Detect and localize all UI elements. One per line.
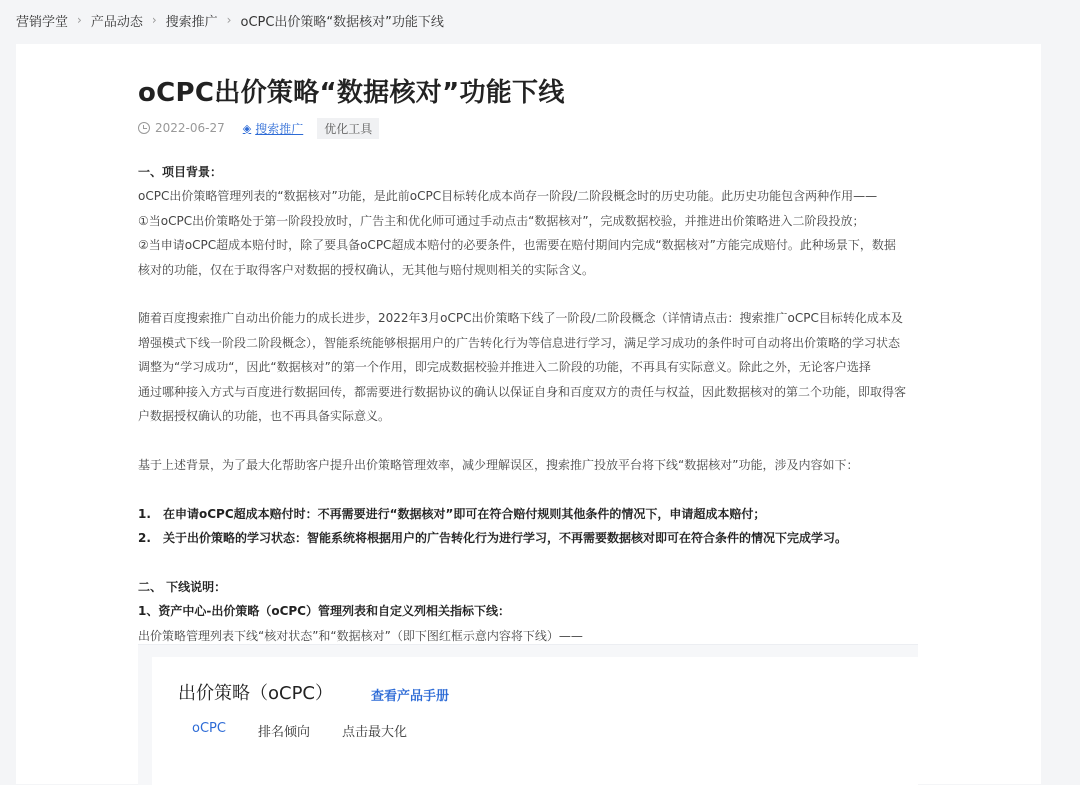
product-manual-link[interactable]: 查看产品手册	[371, 689, 450, 704]
paragraph-line: 通过哪种接入方式与百度进行数据回传，都需要进行数据协议的确认以保证自身和百度双方的责任与权益，因此数据核对的第二个功能，即取得客	[138, 384, 907, 399]
list-item: 1. 在申请oCPC超成本赔付时：不再需要进行“数据核对”即可在符合赔付规则其他条件的情况下，申请超成本赔付；	[138, 506, 766, 521]
clock-icon	[138, 122, 150, 134]
paragraph-line: ①当oCPC出价策略处于第一阶段投放时，广告主和优化师可通过手动点击“数据核对”，完成数据校验，并推进出价策略进入二阶段投放；	[138, 213, 865, 228]
breadcrumb-item-marketing-school[interactable]: 营销学堂	[16, 14, 69, 30]
chevron-right-icon: ›	[77, 13, 82, 27]
screenshot-title: 出价策略（oCPC）	[178, 683, 334, 704]
list-item: 2. 关于出价策略的学习状态：智能系统将根据用户的广告转化行为进行学习，不再需要数据核对即可在符合条件的情况下完成学习。	[138, 531, 848, 546]
breadcrumb-item-search-promotion[interactable]: 搜索推广	[165, 14, 218, 30]
screenshot-tabs	[192, 721, 439, 740]
paragraph: 基于上述背景，为了最大化帮助客户提升出价策略管理效率，减少理解误区，搜索推广投放平台将下线“数据核对”功能，涉及内容如下：	[138, 457, 859, 472]
paragraph-line: ②当申请oCPC超成本赔付时，除了要具备oCPC超成本赔付的必要条件，也需要在赔付期间内完成“数据核对”方能完成赔付。此种场景下，数据	[138, 238, 896, 253]
paragraph-line: 随着百度搜索推广自动出价能力的成长进步，2022年3月oCPC出价策略下线了一阶段/二阶段概念（详情请点击：搜索推广oCPC目标转化成本及	[138, 311, 903, 326]
embedded-screenshot	[138, 644, 918, 785]
section-heading: 二、 下线说明：	[138, 579, 227, 594]
article-body	[138, 160, 920, 648]
breadcrumb-item-product-news[interactable]: 产品动态	[90, 14, 143, 30]
tab-max-clicks[interactable]: 点击最大化	[341, 725, 407, 740]
breadcrumb-item-current: oCPC出价策略“数据核对”功能下线	[240, 14, 444, 30]
article-title: oCPC出价策略“数据核对”功能下线	[138, 78, 565, 108]
publish-date: 2022-06-27	[155, 121, 225, 135]
subsection-heading: 1、资产中心-出价策略（oCPC）管理列表和自定义列相关指标下线：	[138, 604, 510, 619]
paragraph-line: 调整为“学习成功“，因此“数据核对”的第一个作用，即完成数据校验并推进入二阶段的功能，不再具有实际意义。除此之外，无论客户选择	[138, 360, 871, 375]
paragraph: 出价策略管理列表下线“核对状态”和“数据核对”（即下图红框示意内容将下线）——	[138, 628, 583, 643]
tag-icon: ◈	[242, 121, 252, 135]
article-card	[16, 44, 1041, 784]
section-heading: 一、项目背景：	[138, 165, 223, 179]
tab-ranking-preference[interactable]: 排名倾向	[257, 725, 310, 740]
breadcrumb	[16, 10, 444, 30]
chevron-right-icon: ›	[226, 13, 232, 27]
tab-ocpc[interactable]: oCPC	[192, 721, 226, 736]
article-meta	[138, 118, 379, 138]
paragraph-line: 核对的功能，仅在于取得客户对数据的授权确认，无其他与赔付规则相关的实际含义。	[138, 262, 595, 277]
paragraph-line: 增强模式下线一阶段二阶段概念），智能系统能够根据用户的广告转化行为等信息进行学习，满足学习成功的条件时可自动将出价策略的学习状态	[138, 335, 901, 350]
chevron-right-icon: ›	[151, 13, 157, 27]
category-link[interactable]	[243, 120, 303, 137]
paragraph-line: 户数据授权确认的功能，也不再具备实际意义。	[138, 409, 391, 424]
category-label: 搜索推广	[255, 121, 304, 136]
tag-chip[interactable]: 优化工具	[317, 118, 379, 139]
paragraph-line: oCPC出价策略管理列表的“数据核对”功能，是此前oCPC目标转化成本尚存一阶段/二阶段概念时的历史功能。此历史功能包含两种作用——	[138, 189, 878, 204]
